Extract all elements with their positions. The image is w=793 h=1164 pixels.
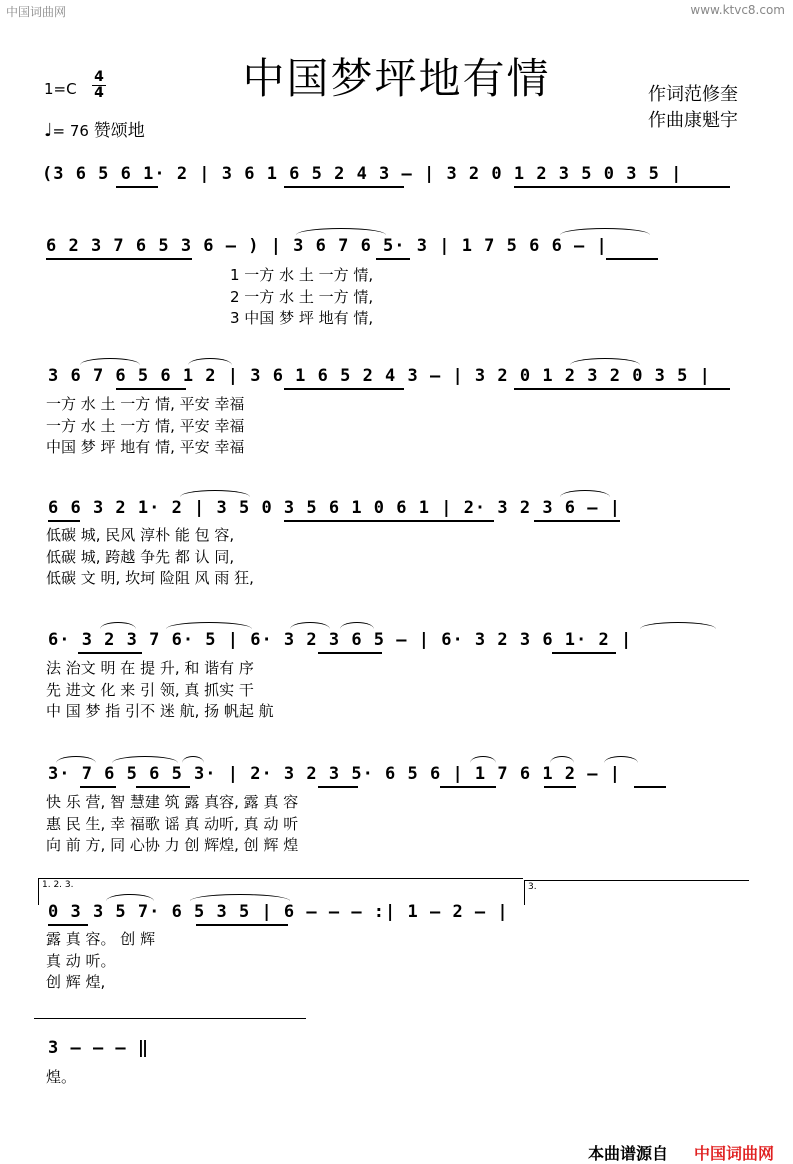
lyric-row-6-verse-1: 快 乐 营, 智 慧建 筑 露 真容, 露 真 容: [46, 793, 299, 811]
score-row-8: 3 – – – ‖: [48, 1038, 150, 1058]
lyric-row-3-verse-3: 中国 梦 坪 地有 情, 平安 幸福: [46, 438, 245, 456]
footer-source-label: 本曲谱源自: [588, 1144, 669, 1163]
watermark-left: 中国词曲网: [6, 5, 67, 19]
score-row-7: 0 3 3 5 7· 6 5 3 5 | 6 – – – :| 1 – 2 – |: [48, 902, 509, 922]
quarter-note-icon: ♩: [44, 120, 53, 141]
lyric-row-5-verse-1: 法 治文 明 在 提 升, 和 谐有 序: [46, 659, 254, 677]
score-row-3: 3 6 7 6 5 6 1 2 | 3 6 1 6 5 2 4 3 – | 3 2 0 1 2 3 2 0 3 5 |: [48, 366, 711, 386]
lyric-row-5-verse-2: 先 进文 化 来 引 领, 真 抓实 干: [46, 681, 254, 699]
expression-marking: 赞颂地: [93, 121, 145, 141]
song-title: 中国梦坪地有情: [242, 54, 551, 103]
lyric-row-7-verse-2: 真 动 听。: [46, 952, 116, 970]
volta-bracket-2: [524, 880, 749, 905]
lyric-row-5-verse-3: 中 国 梦 指 引不 迷 航, 扬 帆起 航: [46, 702, 274, 720]
lyric-row-3-verse-2: 一方 水 土 一方 情, 平安 幸福: [46, 417, 245, 435]
lyric-row-2-verse-2: 2 一方 水 土 一方 情,: [230, 288, 374, 306]
tempo-marking: [44, 116, 145, 141]
lyric-row-4-verse-1: 低碳 城, 民风 淳朴 能 包 容,: [46, 526, 235, 544]
time-signature-bottom: 4: [94, 85, 104, 101]
volta-2-label: 3.: [528, 882, 537, 892]
score-row-6: 3· 7 6 5 6 5 3· | 2· 3 2 3 5· 6 5 6 | 1 7 6 1 2 – |: [48, 764, 621, 784]
score-row-5: 6· 3 2 3 7 6· 5 | 6· 3 2 3 6 5 – | 6· 3 2 3 6 1· 2 |: [48, 630, 633, 650]
volta-1-label: 1. 2. 3.: [42, 880, 74, 890]
lyric-row-2-verse-1: 1 一方 水 土 一方 情,: [230, 266, 374, 284]
composer-credit: 作曲康魁宇: [648, 110, 738, 131]
lyric-row-3-verse-1: 一方 水 土 一方 情, 平安 幸福: [46, 395, 245, 413]
score-row-1: (3 6 5 6 1· 2 | 3 6 1 6 5 2 4 3 – | 3 2 0 1 2 3 5 0 3 5 |: [42, 164, 683, 184]
volta-bracket-3: [34, 1018, 306, 1039]
score-row-4: 6 6 3 2 1· 2 | 3 5 0 3 5 6 1 0 6 1 | 2· 3 2 3 6 – |: [48, 498, 621, 518]
time-signature: [92, 70, 106, 101]
lyric-row-6-verse-2: 惠 民 生, 幸 福歌 谣 真 动听, 真 动 听: [46, 815, 299, 833]
lyric-row-6-verse-3: 向 前 方, 同 心协 力 创 辉煌, 创 辉 煌: [46, 836, 299, 854]
lyric-row-4-verse-3: 低碳 文 明, 坎坷 险阻 风 雨 狂,: [46, 569, 254, 587]
key-signature: 1=C: [44, 80, 77, 98]
lyric-row-8: 煌。: [46, 1068, 77, 1086]
lyricist-credit: 作词范修奎: [648, 84, 738, 105]
score-row-2: 6 2 3 7 6 5 3 6 – ) | 3 6 7 6 5· 3 | 1 7 5 6 6 – |: [46, 236, 608, 256]
footer-site-link[interactable]: 中国词曲网: [694, 1144, 775, 1163]
lyric-row-2-verse-3: 3 中国 梦 坪 地有 情,: [230, 309, 374, 327]
lyric-row-7-verse-3: 创 辉 煌,: [46, 973, 106, 991]
watermark-right: www.ktvc8.com: [690, 3, 785, 17]
tempo-value: = 76: [52, 122, 89, 140]
lyric-row-7-verse-1: 露 真 容。 创 辉: [46, 930, 156, 948]
time-signature-top: 4: [94, 69, 104, 85]
lyric-row-4-verse-2: 低碳 城, 跨越 争先 都 认 同,: [46, 548, 235, 566]
